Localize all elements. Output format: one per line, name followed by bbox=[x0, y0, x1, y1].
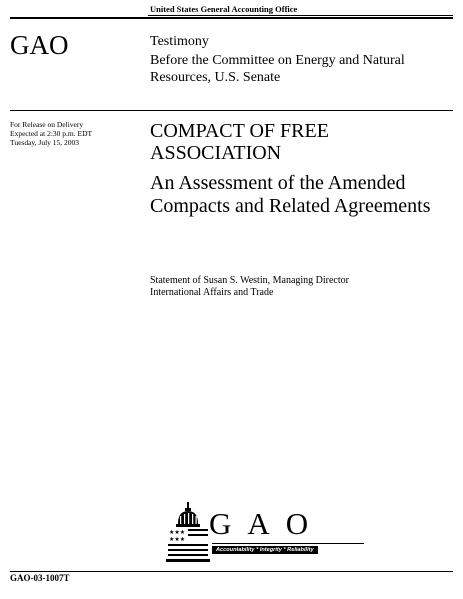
svg-text:★★★: ★★★ bbox=[169, 536, 186, 543]
svg-text:★★★: ★★★ bbox=[169, 529, 186, 536]
logo-letters: GAO bbox=[209, 506, 325, 541]
header-rule bbox=[10, 17, 453, 19]
release-line-2: Expected at 2:30 p.m. EDT bbox=[10, 129, 93, 138]
gao-logo bbox=[166, 502, 376, 566]
statement-line-2: International Affairs and Trade bbox=[150, 287, 274, 298]
footer-rule bbox=[10, 571, 453, 572]
doc-type: Testimony bbox=[150, 34, 209, 49]
main-title: COMPACT OF FREE ASSOCIATION bbox=[150, 120, 329, 164]
report-number: GAO-03-1007T bbox=[10, 573, 70, 583]
capitol-dome-icon bbox=[166, 502, 210, 564]
organization-name: United States General Accounting Office bbox=[150, 4, 298, 14]
top-rule bbox=[148, 15, 453, 16]
section-rule bbox=[10, 110, 453, 111]
committee-line: Before the Committee on Energy and Natural Resources, U.S. Senate bbox=[150, 53, 405, 85]
logo-rule bbox=[212, 543, 364, 544]
release-line-1: For Release on Delivery bbox=[10, 120, 84, 129]
release-line-3: Tuesday, July 15, 2003 bbox=[10, 138, 80, 147]
release-info bbox=[10, 120, 145, 147]
logo-tagline: Accountability * Integrity * Reliability bbox=[212, 546, 318, 554]
gao-mark: GAO bbox=[10, 30, 69, 60]
subtitle: An Assessment of the Amended Compacts and Related Agreements bbox=[150, 172, 431, 217]
statement bbox=[150, 275, 450, 299]
statement-line-1: Statement of Susan S. Westin, Managing Director bbox=[150, 275, 349, 286]
